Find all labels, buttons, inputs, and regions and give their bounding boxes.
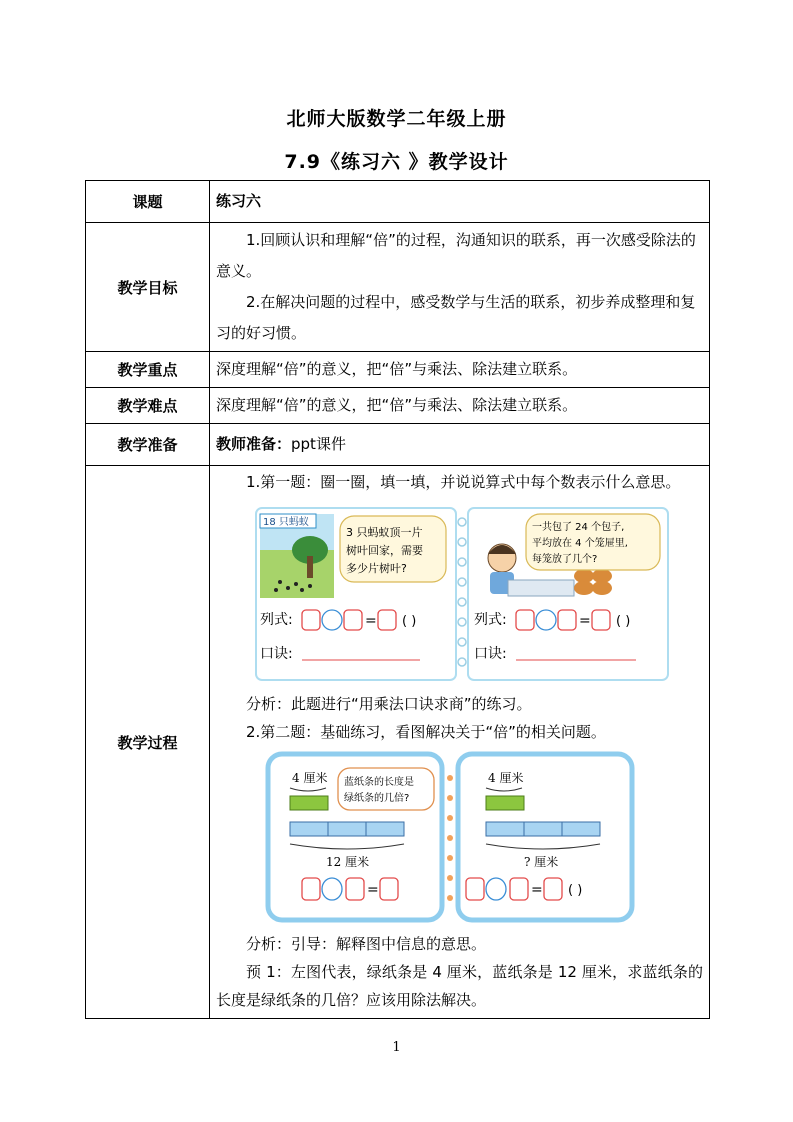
label-difficulty: 教学难点 [86, 388, 210, 424]
fig1-left-paren: ( ) [402, 614, 417, 629]
row-process [86, 466, 710, 1019]
fig2-right-top-label: 4 厘米 [488, 771, 524, 785]
fig1-right-bubble-line-2: 平均放在 4 个笼屉里, [532, 538, 628, 549]
row-difficulty [86, 388, 710, 424]
row-topic [86, 181, 710, 223]
fig1-left-bubble-line-3: 多少片树叶? [346, 562, 407, 575]
fig1-right-verse-label: 口诀: [474, 646, 507, 662]
fig2-left-bubble-line-1: 蓝纸条的长度是 [344, 777, 414, 788]
fig2-left-bottom-label: 12 厘米 [326, 855, 370, 869]
fig2-left-top-label: 4 厘米 [292, 771, 328, 785]
page-number: 1 [392, 1040, 401, 1055]
fig1-right-bubble-line-1: 一共包了 24 个包子, [532, 522, 625, 533]
value-prep [210, 424, 710, 466]
lesson-plan-table [85, 180, 710, 1019]
analysis-2: 分析：引导：解释图中信息的意思。 [246, 935, 487, 953]
document-subtitle: 7.9《练习六 》教学设计 [284, 151, 509, 173]
fig1-right-paren: ( ) [616, 614, 631, 629]
fig2-left-eq: = [367, 882, 379, 898]
fig2-spiral-rings [447, 775, 453, 901]
prep-value: ppt课件 [291, 435, 346, 453]
goal-item-1: 1.回顾认识和理解“倍”的过程，沟通知识的联系，再一次感受除法的意义。 [216, 231, 696, 280]
question-1: 1.第一题：圈一圈，填一填，并说说算式中每个数表示什么意思。 [246, 473, 681, 491]
steamer-tray-icon [508, 580, 574, 596]
label-process: 教学过程 [86, 466, 210, 1019]
label-goals: 教学目标 [86, 223, 210, 352]
fig2-right-blue-strip [486, 822, 600, 836]
fig1-left-bubble-line-2: 树叶回家，需要 [346, 544, 423, 557]
value-difficulty: 深度理解“倍”的意义，把“倍”与乘法、除法建立联系。 [210, 388, 710, 424]
document-title: 北师大版数学二年级上册 [286, 108, 507, 130]
row-prep [86, 424, 710, 466]
fig1-left-tag: 18 只蚂蚁 [263, 517, 309, 528]
fig1-left-eq: = [365, 613, 377, 629]
fig2-right-green-strip [486, 796, 524, 810]
analysis-1: 分析：此题进行“用乘法口诀求商”的练习。 [246, 695, 532, 713]
fig2-left-blue-strip [290, 822, 404, 836]
fig1-left-formula-label: 列式: [260, 612, 293, 628]
value-topic: 练习六 [210, 181, 710, 223]
fig2-right-bottom-label: ? 厘米 [524, 855, 559, 869]
value-goals [210, 223, 710, 352]
exercise-1-figure [240, 498, 710, 688]
row-goals [86, 223, 710, 352]
fig1-spiral-rings [458, 518, 466, 666]
value-key-point: 深度理解“倍”的意义，把“倍”与乘法、除法建立联系。 [210, 352, 710, 388]
fig1-right-formula-label: 列式: [474, 612, 507, 628]
preview-1: 预 1：左图代表，绿纸条是 4 厘米，蓝纸条是 12 厘米，求蓝纸条的长度是绿纸条的几倍？应该用除法解决。 [216, 963, 703, 1009]
exercise-2-figure [262, 748, 642, 928]
fig2-right-eq: = [531, 882, 543, 898]
row-key-point [86, 352, 710, 388]
label-key-point: 教学重点 [86, 352, 210, 388]
value-process [210, 466, 710, 1019]
fig2-left-green-strip [290, 796, 328, 810]
fig2-left-bubble-line-2: 绿纸条的几倍? [344, 793, 410, 804]
fig1-left-verse-label: 口诀: [260, 646, 293, 662]
fig1-right-bubble-line-3: 每笼放了几个? [532, 554, 598, 565]
fig1-right-eq: = [579, 613, 591, 629]
question-2: 2.第二题：基础练习，看图解决关于“倍”的相关问题。 [246, 723, 606, 741]
goal-item-2: 2.在解决问题的过程中，感受数学与生活的联系，初步养成整理和复习的好习惯。 [216, 293, 696, 342]
fig2-right-paren: ( ) [568, 883, 583, 898]
fig1-left-bubble-line-1: 3 只蚂蚁顶一片 [346, 526, 423, 539]
label-prep: 教学准备 [86, 424, 210, 466]
prep-prefix: 教师准备： [216, 435, 292, 453]
label-topic: 课题 [86, 181, 210, 223]
